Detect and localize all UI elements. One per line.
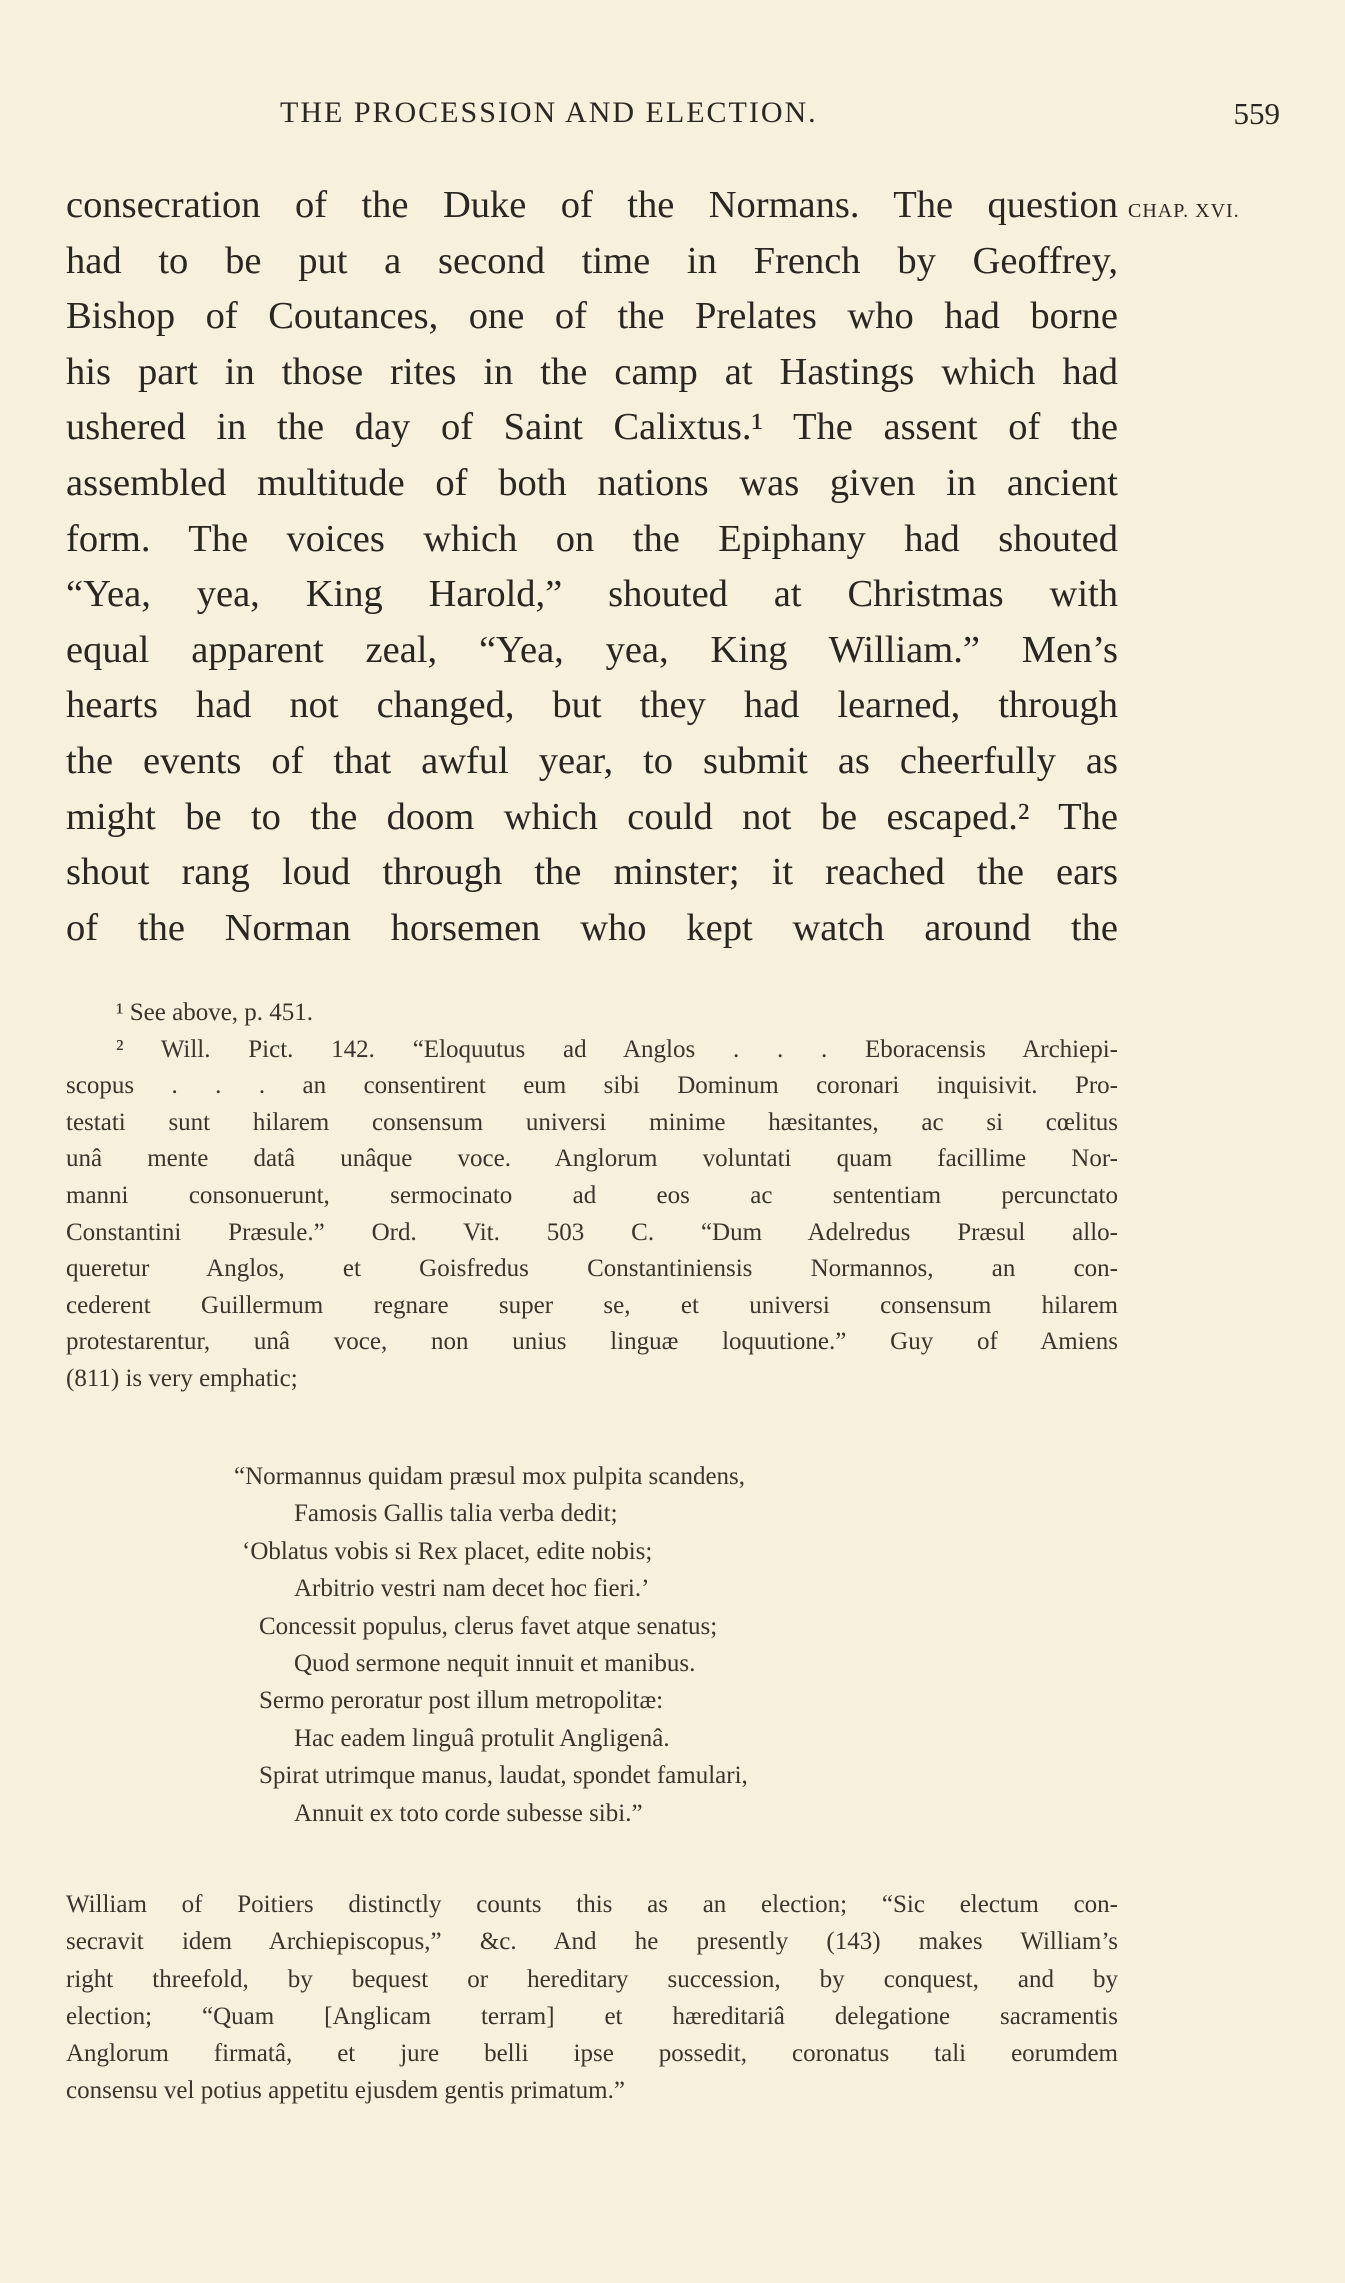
footnote-line: protestarentur, unâ voce, non unius linguæ loquutione.” Guy of Amiens [66,1328,1118,1356]
main-line: the events of that awful year, to submit as cheerfully as [66,739,1118,782]
footnote-line: ¹ See above, p. 451. [116,999,314,1026]
main-line: shout rang loud through the minster; it reached the ears [66,851,1118,894]
main-line: ushered in the day of Saint Calixtus.¹ The assent of the [66,406,1118,449]
footnotes [66,995,1118,1398]
footnote-line: manni consonuerunt, sermocinato ad eos ac sententiam percunctato [66,1181,1118,1209]
main-line: Bishop of Coutances, one of the Prelates who had borne [66,295,1118,338]
closing-line: William of Poitiers distinctly counts this as an election; “Sic electum con- [66,1891,1118,1918]
verse-line: ‘Oblatus vobis si Rex placet, edite nobis; [242,1537,653,1565]
closing-line: right threefold, by bequest or hereditary succession, by conquest, and by [66,1965,1118,1993]
closing-line: Anglorum firmatâ, et jure belli ipse possedit, coronatus tali eorumdem [66,2040,1118,2068]
main-line: assembled multitude of both nations was given in ancient [66,461,1118,504]
verse-line: Quod sermone nequit innuit et manibus. [294,1650,696,1678]
footnote-line: Constantini Præsule.” Ord. Vit. 503 C. “Dum Adelredus Præsul allo- [66,1218,1118,1246]
verse-line: Sermo peroratur post illum metropolitæ: [259,1687,664,1715]
closing-line: election; “Quam [Anglicam terram] et hæreditariâ delegatione sacramentis [66,2002,1118,2030]
main-line: had to be put a second time in French by Geoffrey, [66,239,1118,282]
footnote-line: (811) is very emphatic; [66,1364,298,1392]
footnote-line: unâ mente datâ unâque voce. Anglorum voluntati quam facillime Nor- [66,1145,1118,1173]
verse-line: “Normannus quidam præsul mox pulpita scandens, [234,1463,746,1490]
main-line: might be to the doom which could not be escaped.² The [66,795,1118,838]
footnote-line: testati sunt hilarem consensum universi minime hæsitantes, ac si cœlitus [66,1108,1118,1136]
main-line: form. The voices which on the Epiphany had shouted [66,517,1118,560]
main-line: equal apparent zeal, “Yea, yea, King William.” Men’s [66,628,1118,671]
chapter-sidenote: CHAP. XVI. [1128,200,1240,222]
footnote-line: cederent Guillermum regnare super se, et universi consensum hilarem [66,1291,1118,1319]
footnote-line: scopus . . . an consentirent eum sibi Dominum coronari inquisivit. Pro- [66,1072,1118,1100]
footnote-line: queretur Anglos, et Goisfredus Constantiniensis Normannos, an con- [66,1255,1118,1283]
verse-line: Spirat utrimque manus, laudat, spondet famulari, [259,1762,748,1790]
main-line: “Yea, yea, King Harold,” shouted at Christmas with [66,573,1118,616]
running-head: THE PROCESSION AND ELECTION. [280,96,818,129]
main-line: hearts had not changed, but they had learned, through [66,684,1118,727]
main-line: his part in those rites in the camp at Hastings which had [66,350,1118,393]
verse-quotation [234,1458,1054,1832]
main-line: consecration of the Duke of the Normans. The question [66,184,1118,226]
verse-line: Arbitrio vestri nam decet hoc fieri.’ [294,1575,650,1603]
closing-footnote [66,1886,1118,2110]
verse-line: Concessit populus, clerus favet atque senatus; [259,1612,718,1640]
verse-line: Famosis Gallis talia verba dedit; [294,1500,618,1528]
page-header [60,96,1280,140]
closing-line: secravit idem Archiepiscopus,” &c. And he presently (143) makes William’s [66,1928,1118,1956]
verse-line: Hac eadem linguâ protulit Angligenâ. [294,1724,670,1752]
closing-line: consensu vel potius appetitu ejusdem gentis primatum.” [66,2077,625,2105]
main-text [66,178,1118,956]
verse-line: Annuit ex toto corde subesse sibi.” [294,1799,643,1827]
footnote-line: ² Will. Pict. 142. “Eloquutus ad Anglos . . . Eboracensis Archiepi- [116,1035,1118,1063]
main-line: of the Norman horsemen who kept watch around the [66,906,1118,949]
page-number: 559 [1233,96,1280,131]
